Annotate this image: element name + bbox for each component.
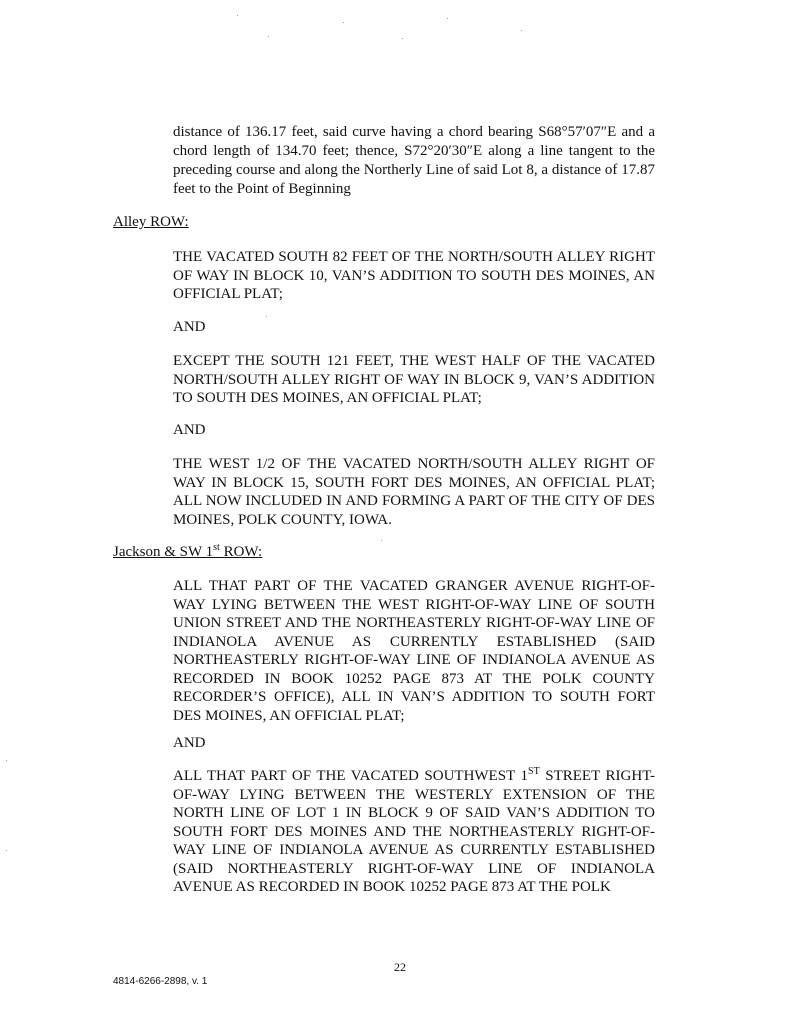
continuation-paragraph: distance of 136.17 feet, said curve having a chord bearing S68°57′07″E and a chord length of 134.70 feet; thence, S72°20′30″E along a line tangent to the preceding course and along the Northerly Line of said Lot 8, a distance of 17.87 feet to the Point of Beginning bbox=[173, 124, 655, 197]
and-connector-1: AND bbox=[173, 319, 206, 335]
alley-row-heading: Alley ROW: bbox=[113, 214, 189, 230]
jackson-row-paragraph-2 bbox=[173, 767, 655, 897]
jackson-row-heading bbox=[113, 543, 262, 562]
paragraph2-superscript: ST bbox=[528, 766, 540, 777]
page-number: 22 bbox=[394, 960, 406, 974]
jackson-heading-prefix: Jackson & SW 1 bbox=[113, 544, 214, 560]
alley-row-paragraph-1: THE VACATED SOUTH 82 FEET OF THE NORTH/SOUTH ALLEY RIGHT OF WAY IN BLOCK 10, VAN’S ADDITION TO SOUTH DES MOINES, AN OFFICIAL PLAT; bbox=[173, 249, 655, 302]
scan-speck bbox=[6, 850, 7, 851]
scan-speck bbox=[343, 22, 344, 23]
scan-speck bbox=[447, 18, 448, 19]
scan-speck bbox=[381, 540, 382, 541]
scan-speck bbox=[268, 36, 269, 37]
paragraph2-rest: STREET RIGHT-OF-WAY LYING BETWEEN THE WESTERLY EXTENSION OF THE NORTH LINE OF LOT 1 IN BLOCK 9 OF SAID VAN’S ADDITION TO SOUTH FORT DES MOINES AND THE NORTHEASTERLY RIGHT-OF-WAY LINE OF INDIANOLA AVENUE AS CURRENTLY ESTABLISHED (SAID NORTHEASTERLY RIGHT-OF-WAY LINE OF INDIANOLA AVENUE AS RECORDED IN BOOK 10252 PAGE 873 AT THE POLK bbox=[173, 768, 655, 895]
and-connector-2: AND bbox=[173, 422, 206, 438]
jackson-heading-superscript: st bbox=[213, 542, 220, 553]
and-connector-3: AND bbox=[173, 735, 206, 751]
document-id: 4814-6266-2898, v. 1 bbox=[113, 976, 208, 987]
scan-speck bbox=[521, 30, 522, 31]
alley-row-paragraph-3: THE WEST 1/2 OF THE VACATED NORTH/SOUTH ALLEY RIGHT OF WAY IN BLOCK 15, SOUTH FORT DES MOINES, AN OFFICIAL PLAT; ALL NOW INCLUDED IN AND FORMING A PART OF THE CITY OF DES MOINES, POLK COUNTY, IOWA. bbox=[173, 456, 655, 528]
scan-speck bbox=[266, 316, 267, 317]
jackson-heading-suffix: ROW: bbox=[219, 544, 263, 560]
alley-row-paragraph-2: EXCEPT THE SOUTH 121 FEET, THE WEST HALF OF THE VACATED NORTH/SOUTH ALLEY RIGHT OF WAY IN BLOCK 9, VAN’S ADDITION TO SOUTH DES MOINES, AN OFFICIAL PLAT; bbox=[173, 353, 655, 406]
scan-speck bbox=[237, 15, 238, 16]
scan-speck bbox=[6, 760, 7, 761]
scan-speck bbox=[402, 38, 403, 39]
jackson-row-paragraph-1: ALL THAT PART OF THE VACATED GRANGER AVENUE RIGHT-OF-WAY LYING BETWEEN THE WEST RIGHT-OF-WAY LINE OF SOUTH UNION STREET AND THE NORTHEASTERLY RIGHT-OF-WAY LINE OF INDIANOLA AVENUE AS CURRENTLY ESTABLISHED (SAID NORTHEASTERLY RIGHT-OF-WAY LINE OF INDIANOLA AVENUE AS RECORDED IN BOOK 10252 PAGE 873 AT THE POLK COUNTY RECORDER’S OFFICE), ALL IN VAN’S ADDITION TO SOUTH FORT DES MOINES, AN OFFICIAL PLAT; bbox=[173, 578, 655, 724]
paragraph2-prefix: ALL THAT PART OF THE VACATED SOUTHWEST 1 bbox=[173, 768, 529, 784]
